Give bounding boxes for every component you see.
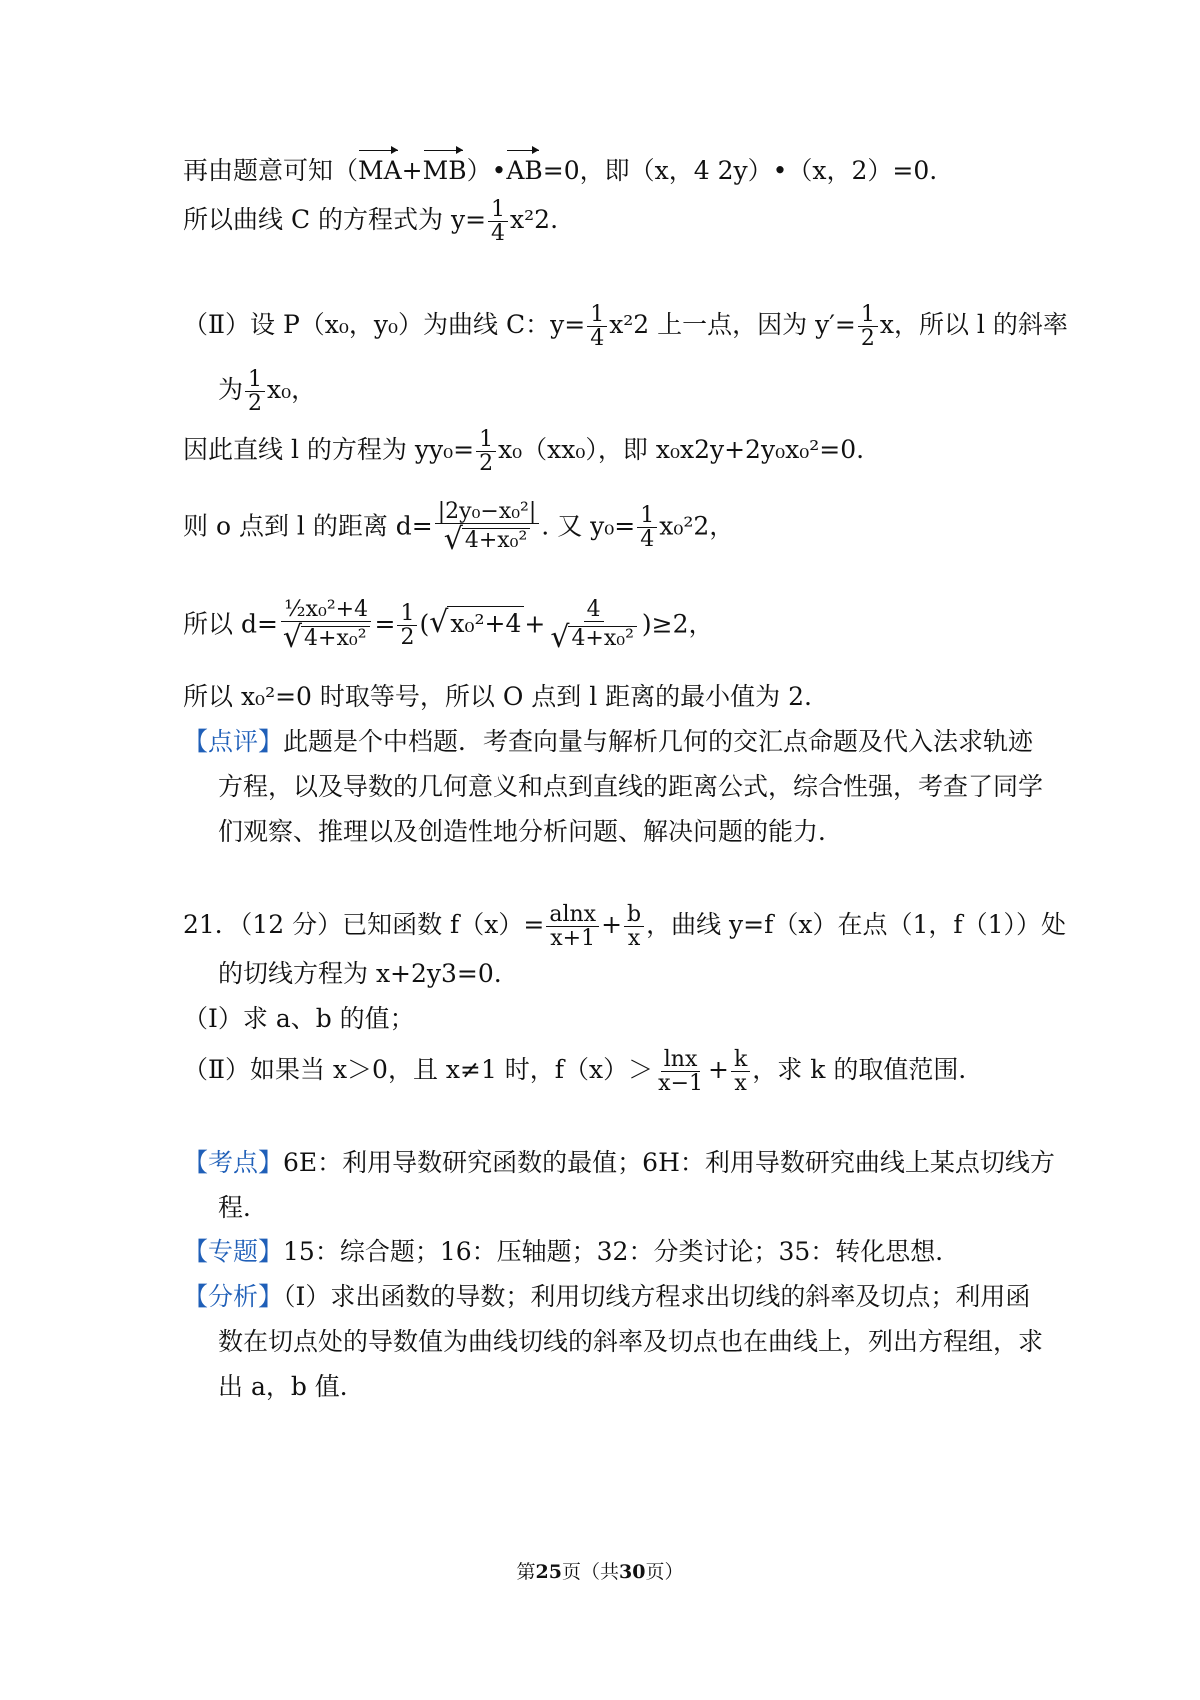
page-footer: 第25页（共30页） [516,1561,684,1583]
line-topic: 【专题】15：综合题；16：压轴题；32：分类讨论；35：转化思想． [183,1237,961,1266]
line-slope: 为 $\frac{1}{2}$ x₀， [218,367,317,417]
line-analysis: 【分析】（I）求出函数的导数；利用切线方程求出切线的斜率及切点；利用函 [183,1282,1031,1311]
fraction: $\frac{1}{4}$ [488,198,508,245]
line-comment-2: 方程，以及导数的几何意义和点到直线的距离公式，综合性强，考查了同学 [218,772,1044,801]
line-vector-condition: 再由题意可知（MA+MB）•AB=0，即（x，4 2y）•（x，2）=0. [183,148,937,188]
line-tangent-given: 的切线方程为 x+2y3=0. [218,959,502,988]
line-part2: （Ⅱ）如果当 x＞0，且 x≠1 时，f（x）＞ $\frac{\ln x}{x-1}$ + $\frac{k}{x}$ ，求 k 的取值范围． [183,1047,984,1097]
fraction: |2y₀−x₀²| √ 4+x₀² [435,500,540,556]
fraction: $\frac{b}{x}$ [624,903,644,950]
page-total: 30 [619,1561,646,1583]
line-analysis-3: 出 a，b 值． [218,1372,365,1401]
line-distance-bound: 所以 d= ½x₀²+4 √ 4+x₀² = $\frac{1}{2}$ ( √ x₀²+4 + 4 √ 4+x₀² )≥2， [183,597,714,656]
fraction: $\frac{1}{2}$ [397,602,417,649]
square-root: √ x₀²+4 [429,606,524,641]
fraction: ½x₀²+4 √ 4+x₀² [280,598,373,654]
fraction: $\frac{1}{2}$ [476,428,496,475]
vector-ab: AB [506,148,542,188]
line-part1: （Ⅰ）求 a、b 的值； [183,1004,415,1033]
fraction: $\frac{1}{4}$ [587,303,607,350]
line-question-21: 21．（12 分）已知函数 f（x）= $\frac{alnx}{x+1}$ + $\frac{b}{x}$ ，曲线 y=f（x）在点（1，f（1））处 [183,902,1067,952]
line-comment-3: 们观察、推理以及创造性地分析问题、解决问题的能力． [218,817,844,846]
vector-mb: MB [423,148,467,188]
fraction: $\frac{1}{2}$ [858,303,878,350]
line-comment: 【点评】此题是个中档题．考查向量与解析几何的交汇点命题及代入法求轨迹 [183,727,1034,756]
tag-knowledge-point: 【考点】 [183,1148,284,1177]
line-distance: 则 o 点到 l 的距离 d= |2y₀−x₀²| √ 4+x₀² . 又 y₀= $\frac{1}{4}$ x₀²2， [183,499,735,558]
fraction: $\frac{\ln x}{x-1}$ [658,1047,703,1097]
line-curve-equation: 所以曲线 C 的方程式为 y= $\frac{1}{4}$ x²2. [183,197,559,247]
vector-ma: MA [358,148,402,188]
tag-topic: 【专题】 [183,1237,284,1266]
page-number: 25 [535,1561,562,1583]
fraction: $\frac{1}{2}$ [245,368,265,415]
line-analysis-2: 数在切点处的导数值为曲线切线的斜率及切点也在曲线上，列出方程组，求 [218,1327,1044,1356]
fraction: 4 √ 4+x₀² [547,598,640,654]
line-part2-intro: （Ⅱ）设 P（x₀，y₀）为曲线 C：y= $\frac{1}{4}$ x²2 上一点，因为 y′= $\frac{1}{2}$ x，所以 l 的斜率 [183,302,1068,352]
line-knowledge-point-2: 程． [218,1193,269,1222]
fraction: $\frac{1}{4}$ [637,504,657,551]
line-knowledge-point: 【考点】6E：利用导数研究函数的最值；6H：利用导数研究曲线上某点切线方 [183,1148,1055,1177]
fraction: $\frac{k}{x}$ [731,1048,750,1095]
tag-analysis: 【分析】 [183,1282,284,1311]
line-minimum: 所以 x₀²=0 时取等号，所以 O 点到 l 距离的最小值为 2. [183,682,812,711]
tag-comment: 【点评】 [183,727,284,756]
fraction: $\frac{alnx}{x+1}$ [546,903,599,950]
line-tangent-equation: 因此直线 l 的方程为 yy₀= $\frac{1}{2}$ x₀（xx₀），即 x₀x2y+2y₀x₀²=0. [183,427,865,477]
